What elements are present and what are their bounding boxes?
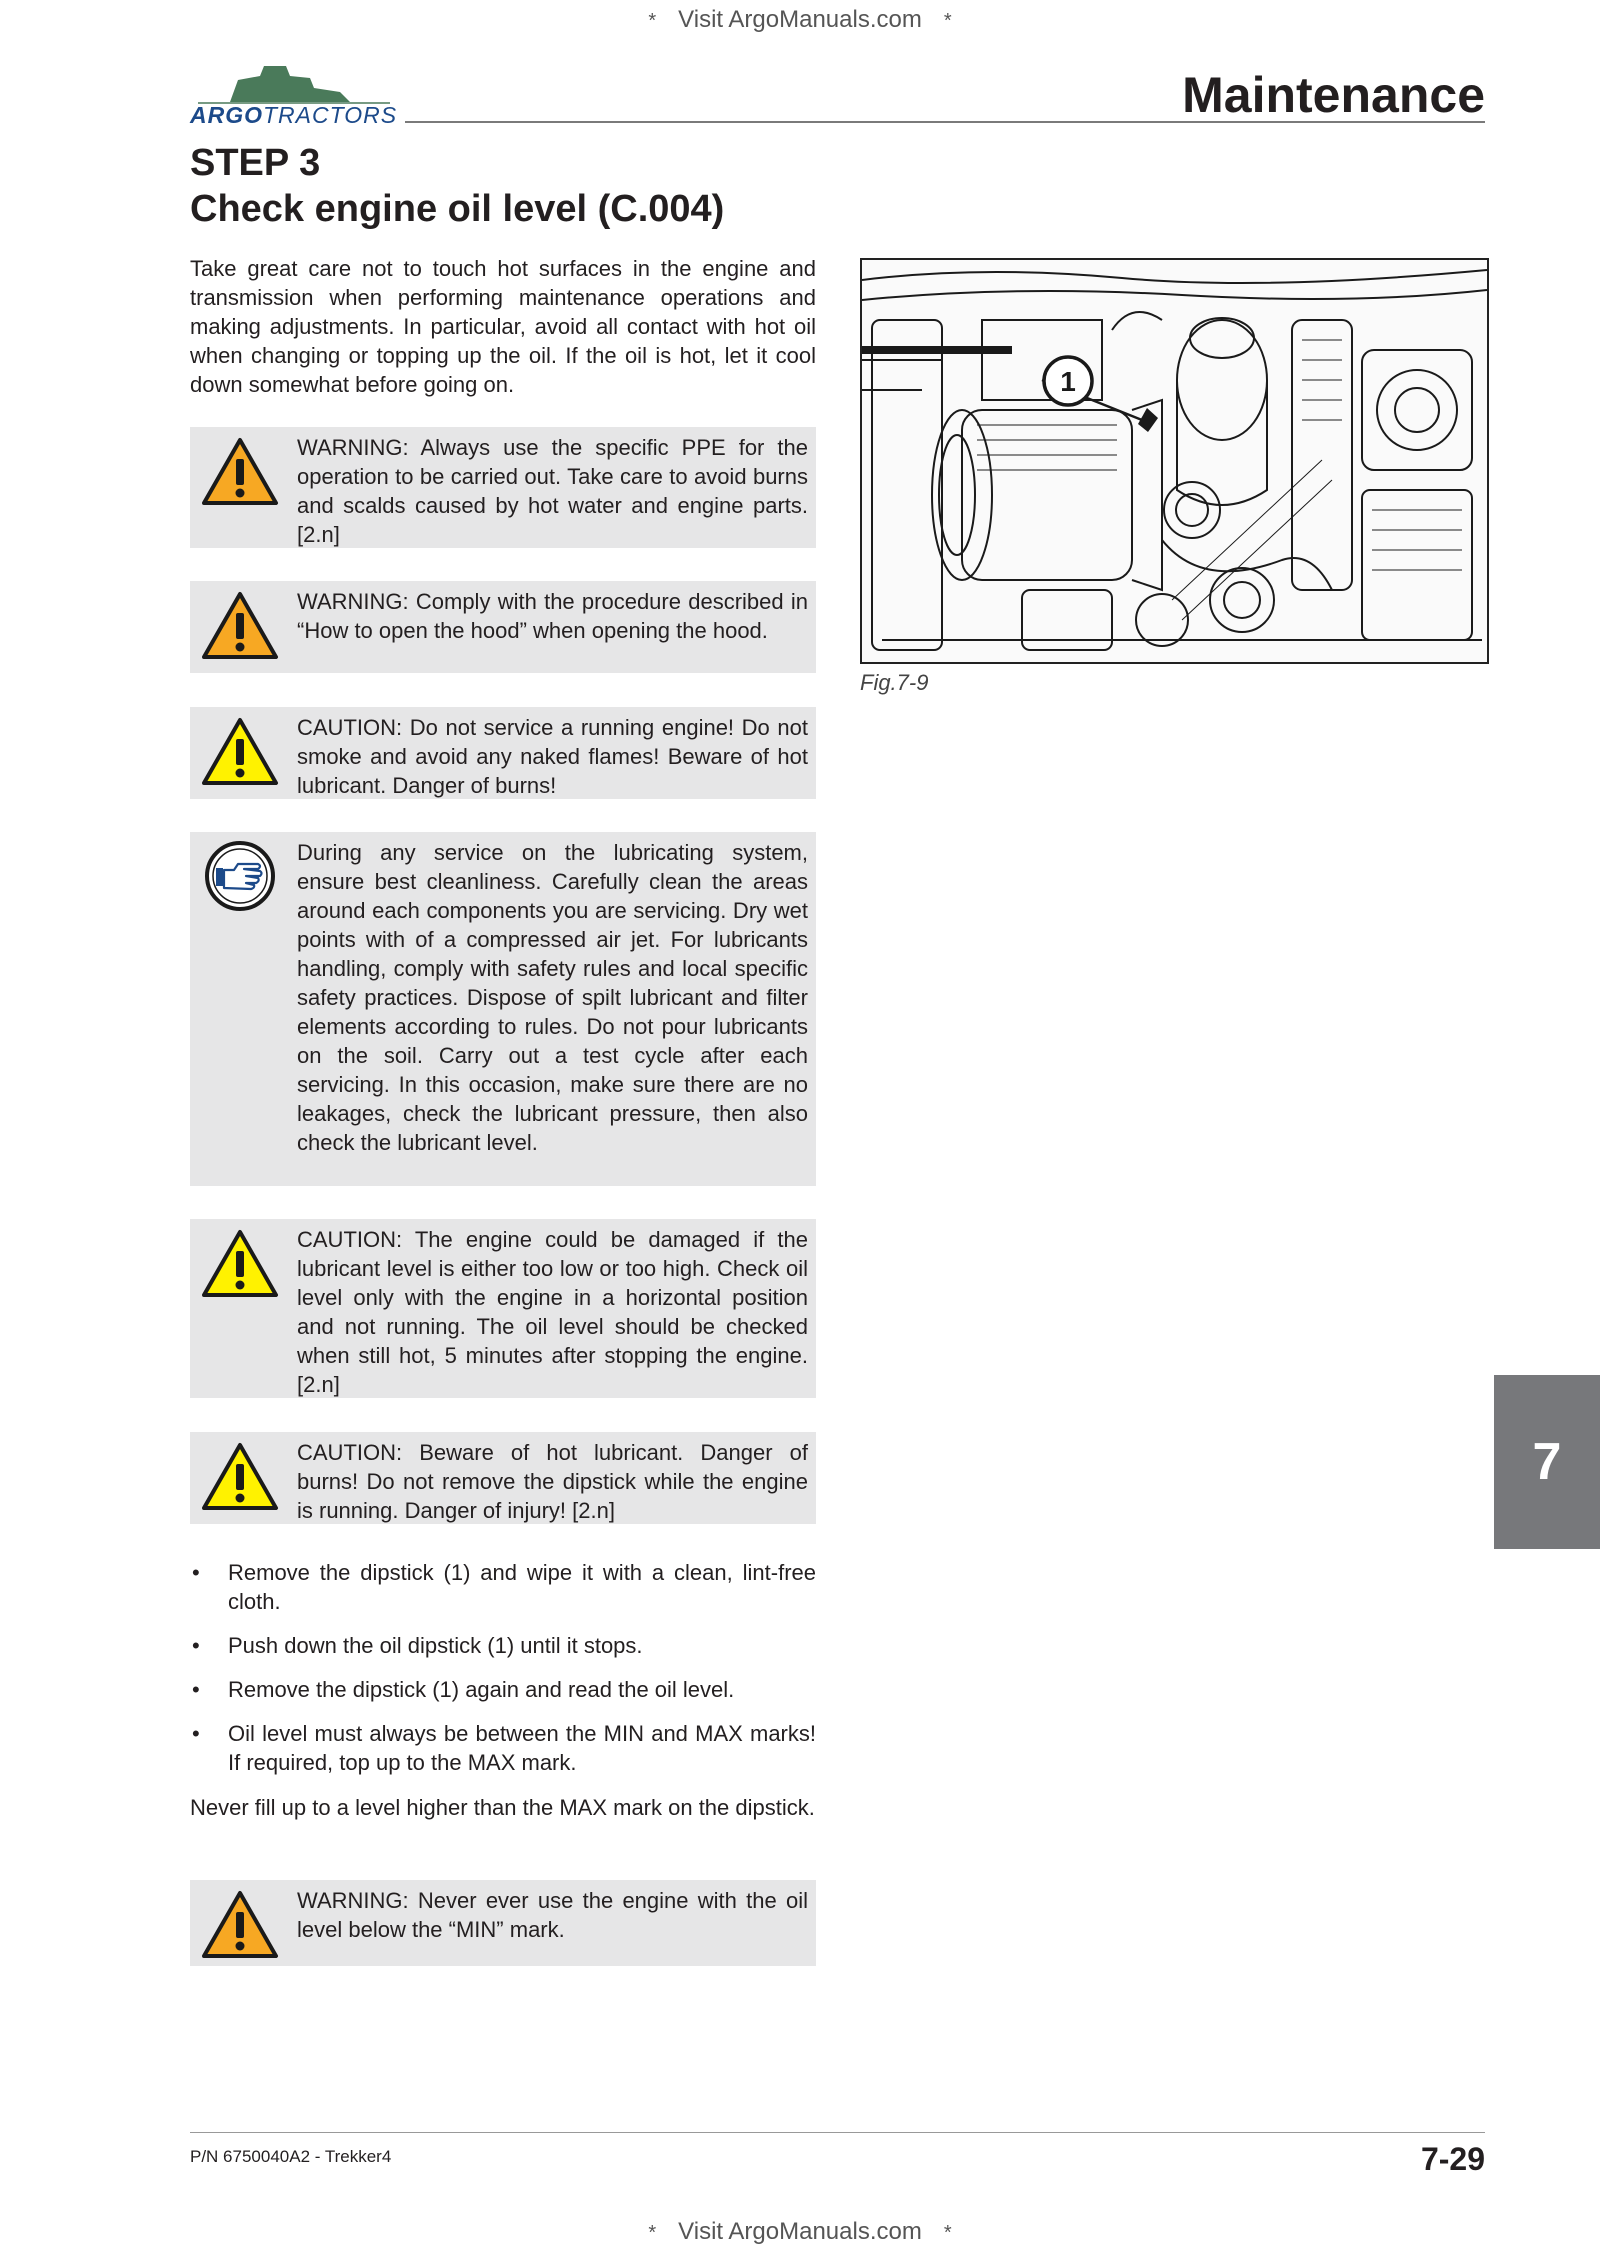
watermark-text[interactable]: Visit ArgoManuals.com <box>678 2218 922 2245</box>
pointing-hand-icon <box>200 840 280 912</box>
section-title: Maintenance <box>1182 67 1485 123</box>
caution-yellow-icon <box>200 1227 280 1299</box>
argo-tractors-logo <box>190 62 398 130</box>
procedure-list <box>190 1558 816 1792</box>
info-notice <box>190 832 816 1186</box>
figure-caption: Fig.7-9 <box>860 670 929 695</box>
caution-notice <box>190 707 816 799</box>
engine-figure <box>860 258 1489 664</box>
warning-orange-icon <box>200 435 280 507</box>
note-paragraph: Never fill up to a level higher than the MAX mark on the dipstick. <box>190 1795 815 1820</box>
footer-divider <box>190 2132 1485 2133</box>
part-number: P/N 6750040A2 - Trekker4 <box>190 2147 392 2166</box>
list-item: • Remove the dipstick (1) and wipe it with a clean, lint-free cloth. <box>190 1558 816 1616</box>
step-heading <box>190 140 724 232</box>
watermark-bottom: * Visit ArgoManuals.com * <box>648 2218 952 2245</box>
notice-text: WARNING: Always use the specific PPE for the operation to be carried out. Take care to avoid burns and scalds caused by hot water and engine parts. [2.n] <box>297 435 808 547</box>
engine-line-drawing <box>862 260 1487 662</box>
notice-text: CAUTION: Do not service a running engine! Do not smoke and avoid any naked flames! Beware of hot lubricant. Danger of burns! <box>297 715 808 798</box>
caution-notice <box>190 1219 816 1398</box>
list-item: • Remove the dipstick (1) again and read the oil level. <box>190 1675 816 1704</box>
list-item: • Push down the oil dipstick (1) until it stops. <box>190 1631 816 1660</box>
caution-notice <box>190 1432 816 1524</box>
logo-text: ARGOTRACTORS <box>190 102 398 128</box>
notice-text: CAUTION: Beware of hot lubricant. Danger of burns! Do not remove the dipstick while the engine is running. Danger of injury! [2.n] <box>297 1440 808 1523</box>
list-item: • Oil level must always be between the MIN and MAX marks! If required, top up to the MAX mark. <box>190 1719 816 1777</box>
watermark-top: * Visit ArgoManuals.com * <box>648 6 952 33</box>
warning-notice <box>190 427 816 548</box>
warning-notice <box>190 1880 816 1966</box>
page-number: 7-29 <box>1420 2141 1485 2177</box>
step-number: STEP 3 <box>190 142 321 184</box>
notice-text: WARNING: Comply with the procedure described in “How to open the hood” when opening the hood. <box>297 589 808 643</box>
chapter-tab: 7 <box>1494 1375 1600 1549</box>
warning-orange-icon <box>200 1888 280 1960</box>
warning-notice <box>190 581 816 673</box>
caution-yellow-icon <box>200 715 280 787</box>
notice-text: WARNING: Never ever use the engine with the oil level below the “MIN” mark. <box>297 1888 808 1942</box>
watermark-text[interactable]: Visit ArgoManuals.com <box>678 6 922 33</box>
notice-text: During any service on the lubricating system, ensure best cleanliness. Carefully clean the areas around each components you are servicing. Dry wet points with of a compressed air jet. For lubricants handling, comply with safety rules and local specific safety practices. Dispose of spilt lubricant and filter elements according to rules. Do not pour lubricants on the soil. Carry out a test cycle after each servicing. In this occasion, make sure there are no leakages, check the lubricant pressure, then also check the lubricant level. <box>297 840 808 1155</box>
warning-orange-icon <box>200 589 280 661</box>
caution-yellow-icon <box>200 1440 280 1512</box>
callout-number: 1 <box>1060 366 1076 397</box>
intro-paragraph: Take great care not to touch hot surfaces in the engine and transmission when performing maintenance operations and making adjustments. In particular, avoid all contact with hot oil when changing or topping up the oil. If the oil is hot, let it cool down somewhat before going on. <box>190 256 816 397</box>
notice-text: CAUTION: The engine could be damaged if the lubricant level is either too low or too high. Check oil level only with the engine in a horizontal position and not running. The oil level should be checked when still hot, 5 minutes after stopping the engine. [2.n] <box>297 1227 808 1397</box>
step-title: Check engine oil level (C.004) <box>190 188 725 230</box>
tractor-silhouette-icon <box>190 62 390 104</box>
